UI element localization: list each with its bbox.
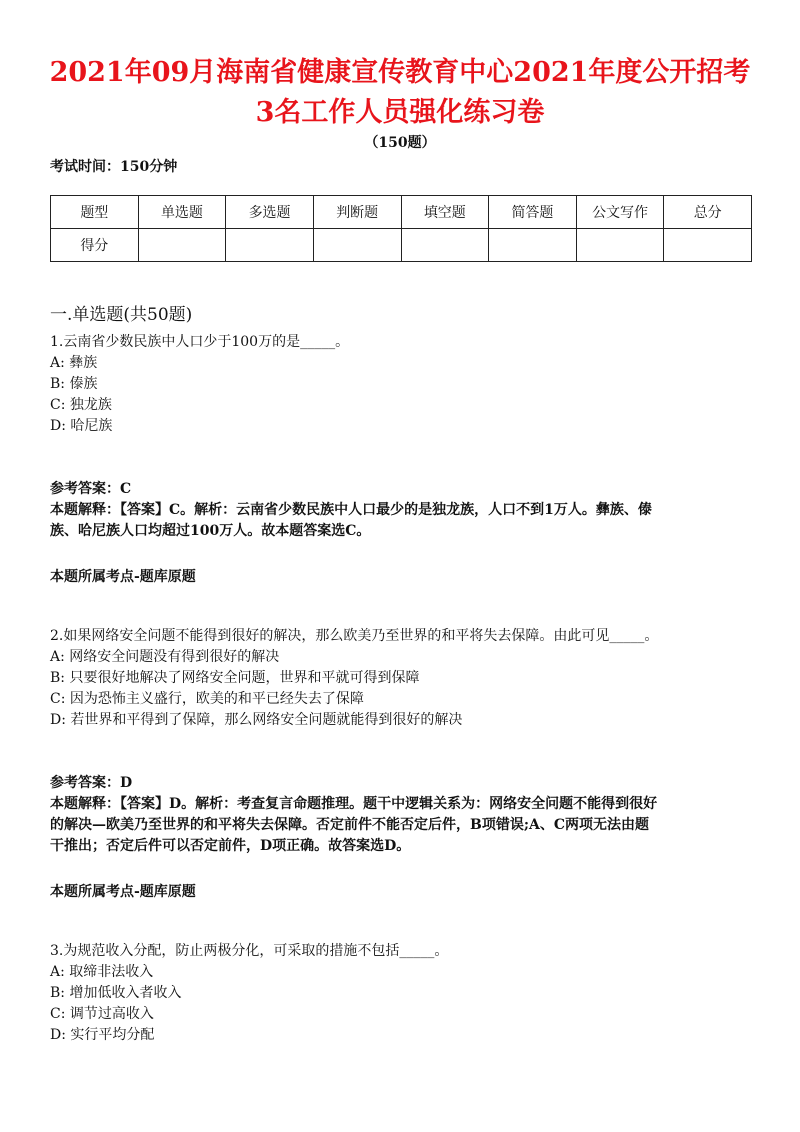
explanation-2 (50, 794, 755, 857)
explanation-line: 族、哈尼族人口均超过100万人。故本题答案选C。 (50, 523, 371, 539)
option-c: C: 调节过高收入 (50, 1006, 154, 1022)
answer-1: 参考答案：C (50, 481, 132, 497)
score-table-header: 多选题 (226, 196, 314, 229)
option-c: C: 独龙族 (50, 397, 112, 413)
score-cell (576, 229, 664, 262)
question-3 (50, 941, 755, 1046)
question-1 (50, 332, 755, 437)
explanation-line: 的解决—欧美乃至世界的和平将失去保障。否定前件不能否定后件，B项错误;A、C两项无法由题 (50, 817, 650, 833)
score-table-header: 简答题 (489, 196, 577, 229)
option-b: B: 只要很好地解决了网络安全问题，世界和平就可得到保障 (50, 670, 420, 686)
page-title-line-2: 3名工作人员强化练习卷 (255, 97, 545, 128)
question-count: （150题） (364, 135, 436, 151)
score-cell (664, 229, 752, 262)
explanation-1 (50, 500, 755, 542)
score-cell (313, 229, 401, 262)
page-title-line-1: 2021年09月海南省健康宣传教育中心2021年度公开招考 (49, 57, 751, 88)
score-table (50, 195, 752, 262)
option-a: A: 网络安全问题没有得到很好的解决 (50, 649, 280, 665)
section-title: 一.单选题(共50题) (50, 305, 193, 325)
score-table-header: 填空题 (401, 196, 489, 229)
score-table-header: 单选题 (138, 196, 226, 229)
option-d: D: 若世界和平得到了保障，那么网络安全问题就能得到很好的解决 (50, 712, 463, 728)
option-c: C: 因为恐怖主义盛行，欧美的和平已经失去了保障 (50, 691, 364, 707)
score-table-header: 公文写作 (576, 196, 664, 229)
source-1: 本题所属考点-题库原题 (50, 569, 196, 585)
explanation-line: 本题解释：【答案】D。解析：考查复言命题推理。题干中逻辑关系为：网络安全问题不能得到很好 (50, 796, 658, 812)
explanation-line: 干推出；否定后件可以否定前件，D项正确。故答案选D。 (50, 838, 411, 854)
question-stem: 1.云南省少数民族中人口少于100万的是_____。 (50, 334, 350, 350)
score-table-score-row (51, 229, 752, 262)
question-stem: 2.如果网络安全问题不能得到很好的解决，那么欧美乃至世界的和平将失去保障。由此可见_____。 (50, 628, 659, 644)
score-cell (226, 229, 314, 262)
score-cell (401, 229, 489, 262)
source-2: 本题所属考点-题库原题 (50, 884, 196, 900)
score-table-header: 判断题 (313, 196, 401, 229)
option-d: D: 实行平均分配 (50, 1027, 155, 1043)
exam-time: 考试时间：150分钟 (50, 159, 178, 175)
score-cell (138, 229, 226, 262)
question-stem: 3.为规范收入分配，防止两极分化，可采取的措施不包括_____。 (50, 943, 449, 959)
option-b: B: 增加低收入者收入 (50, 985, 182, 1001)
explanation-line: 本题解释：【答案】C。解析：云南省少数民族中人口最少的是独龙族，人口不到1万人。彝族、傣 (50, 502, 652, 518)
score-table-header: 总分 (664, 196, 752, 229)
score-row-label: 得分 (51, 229, 139, 262)
answer-2: 参考答案：D (50, 775, 133, 791)
option-a: A: 彝族 (50, 355, 98, 371)
question-2 (50, 626, 755, 731)
score-table-header-row (51, 196, 752, 229)
score-cell (489, 229, 577, 262)
option-a: A: 取缔非法收入 (50, 964, 154, 980)
score-table-header: 题型 (51, 196, 139, 229)
option-d: D: 哈尼族 (50, 418, 113, 434)
option-b: B: 傣族 (50, 376, 98, 392)
